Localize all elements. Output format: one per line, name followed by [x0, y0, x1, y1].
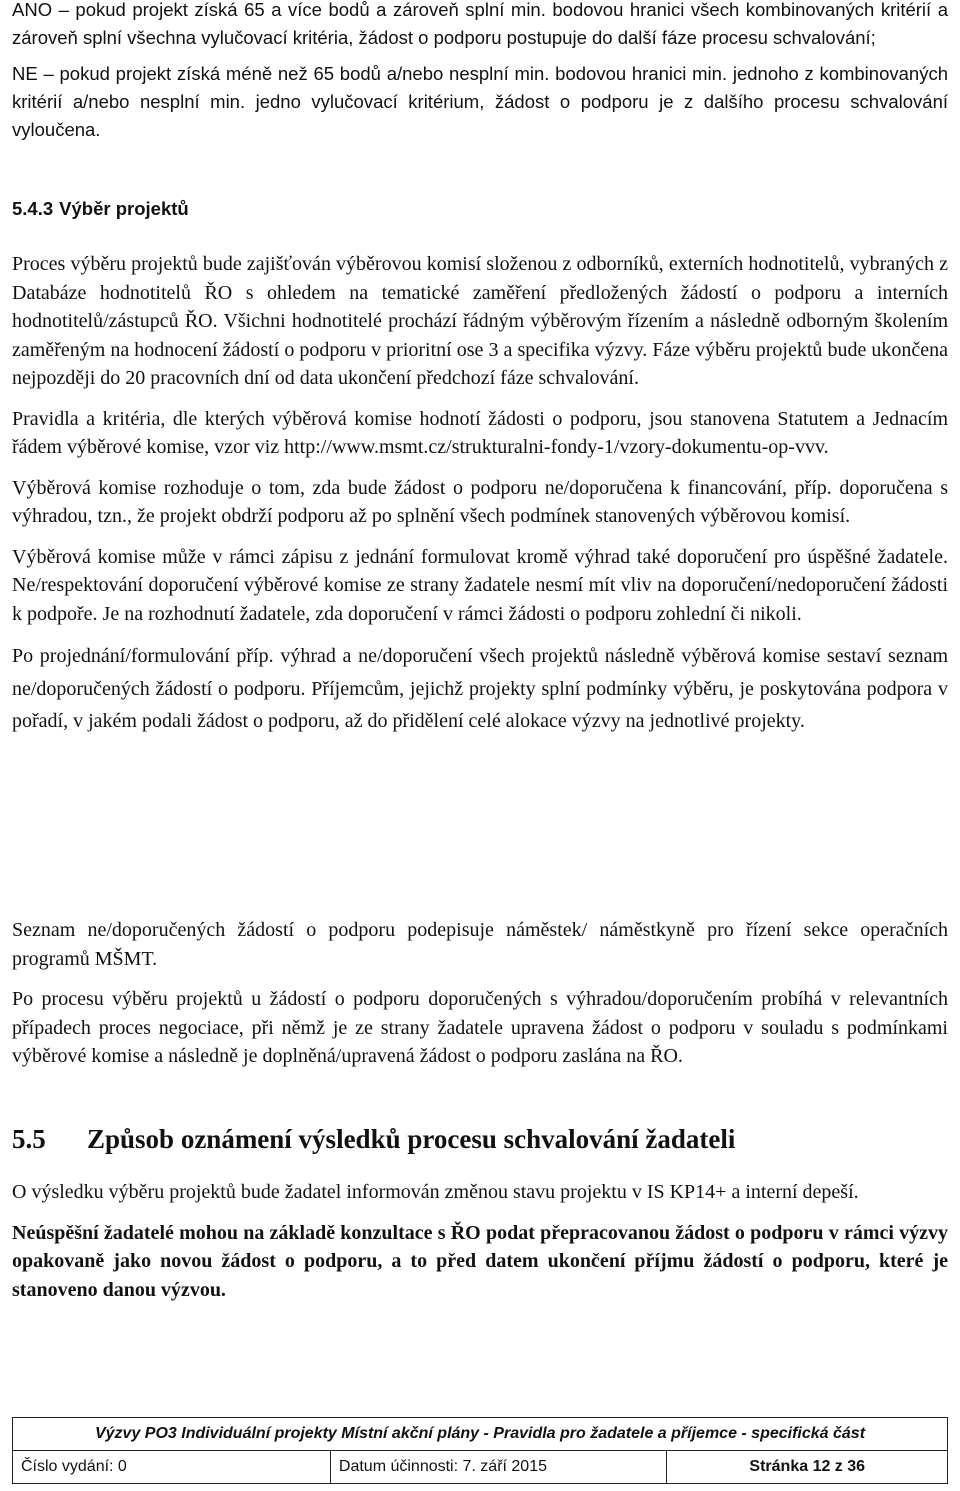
page-footer [12, 1417, 948, 1484]
section-number: 5.5 [12, 1124, 46, 1154]
footer-table [12, 1417, 948, 1484]
footer-issue-number: Číslo vydání: 0 [13, 1451, 331, 1484]
project-selection-text-continued [12, 916, 948, 1083]
paragraph: Seznam ne/doporučených žádostí o podporu podepisuje náměstek/ náměstkyně pro řízení sekce operačních programů MŠMT. [12, 919, 948, 970]
ne-paragraph: NE – pokud projekt získá méně než 65 bodů a/nebo nesplní min. bodovou hranici min. jednoho z kombinovaných kritérií a/nebo nesplní min. jedno vylučovací kritérium, žádost o podporu je z dalšího procesu schvalování vyloučena. [12, 63, 948, 140]
results-notification-text [12, 1178, 948, 1316]
footer-page-number: Stránka 12 z 36 [667, 1451, 948, 1484]
bold-paragraph: Neúspěšní žadatelé mohou na základě konzultace s ŘO podat přepracovanou žádost o podporu v rámci výzvy opakovaně jako novou žádost o podporu, a to před datem ukončení příjmu žádostí o podporu, které je stanoveno danou výzvou. [12, 1221, 948, 1301]
project-selection-text [12, 250, 948, 750]
paragraph: O výsledku výběru projektů bude žadatel informován změnou stavu projektu v IS KP14+ a interní depeší. [12, 1181, 859, 1203]
section-number: 5.4.3 [12, 198, 54, 219]
paragraph: Výběrová komise může v rámci zápisu z jednání formulovat kromě výhrad také doporučení pro úspěšné žadatele. Ne/respektování doporučení výběrové komise ze strany žadatele nesmí mít vliv na doporučení/nedoporučení žádosti k podpoře. Je na rozhodnutí žadatele, zda doporučení v rámci žádosti o podporu zohlední či nikoli. [12, 545, 948, 625]
section-heading-5-5 [12, 1124, 735, 1155]
paragraph: Výběrová komise rozhoduje o tom, zda bude žádost o podporu ne/doporučena k financování, příp. doporučena s výhradou, tzn., že projekt obdrží podporu až po splnění všech podmínek stanovených výběrovou komisí. [12, 476, 948, 527]
section-title: Způsob oznámení výsledků procesu schvalování žadateli [87, 1124, 736, 1154]
evaluation-result-definitions [12, 0, 948, 144]
paragraph: Proces výběru projektů bude zajišťován výběrovou komisí složenou z odborníků, externích hodnotitelů, vybraných z Databáze hodnotitelů ŘO s ohledem na tematické zaměření předložených žádostí o podporu a interních hodnotitelů/zástupců ŘO. Všichni hodnotitelé prochází řádným výběrovým řízením a následně odborným školením zaměřeným na hodnocení žádostí o podporu v prioritní ose 3 a specifika výzvy. Fáze výběru projektů bude ukončena nejpozději do 20 pracovních dní od data ukončení předchozí fáze schvalování. [12, 253, 948, 389]
section-heading-5-4-3 [12, 198, 189, 220]
ano-paragraph: ANO – pokud projekt získá 65 a více bodů a zároveň splní min. bodovou hranici všech kombinovaných kritérií a zároveň splní všechna vylučovací kritéria, žádost o podporu postupuje do další fáze procesu schvalování; [12, 0, 948, 48]
section-title: Výběr projektů [59, 198, 189, 219]
paragraph: Po projednání/formulování příp. výhrad a ne/doporučení všech projektů následně výběrová komise sestaví seznam ne/doporučených žádostí o podporu. Příjemcům, jejichž projekty splní podmínky výběru, je poskytována podpora v pořadí, v jakém podali žádost o podporu, až do přidělení celé alokace výzvy na jednotlivé projekty. [12, 645, 948, 732]
paragraph: Po procesu výběru projektů u žádostí o podporu doporučených s výhradou/doporučením probíhá v relevantních případech proces negociace, při němž je ze strany žadatele upravena žádost o podporu v souladu s podmínkami výběrové komise a následně je doplněná/upravená žádost o podporu zaslána na ŘO. [12, 988, 948, 1067]
paragraph: Pravidla a kritéria, dle kterých výběrová komise hodnotí žádosti o podporu, jsou stanovena Statutem a Jednacím řádem výběrové komise, vzor viz http://www.msmt.cz/strukturalni-fondy-1/vzory-dokumentu-op-vvv. [12, 407, 948, 458]
footer-effective-date: Datum účinnosti: 7. září 2015 [330, 1451, 667, 1484]
footer-title: Výzvy PO3 Individuální projekty Místní akční plány - Pravidla pro žadatele a příjemce - specifická část [13, 1418, 948, 1451]
